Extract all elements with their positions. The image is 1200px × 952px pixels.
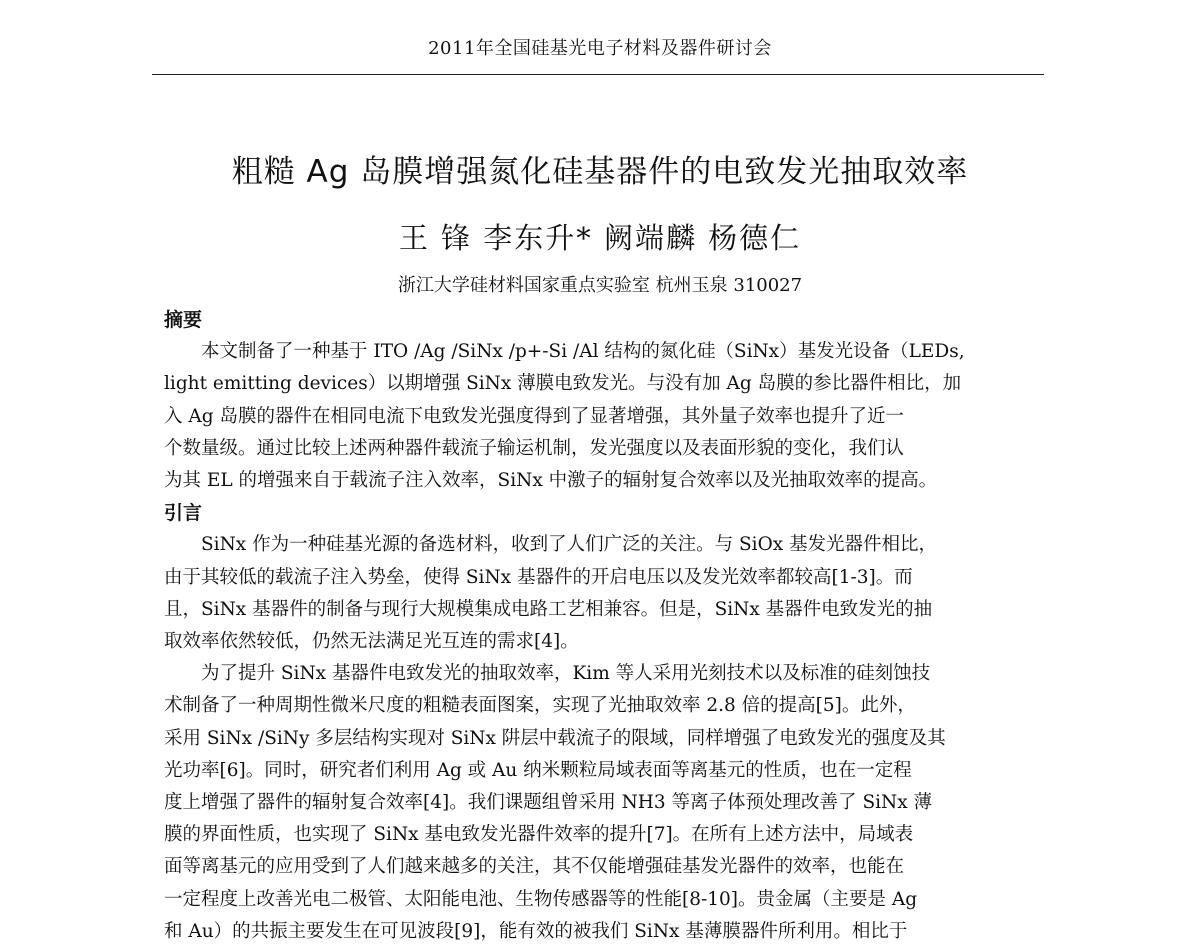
text-line: 光功率[6]。同时，研究者们利用 Ag 或 Au 纳米颗粒局域表面等离基元的性质，也在一定程 <box>164 759 912 781</box>
text-line: 膜的界面性质，也实现了 SiNx 基电致发光器件效率的提升[7]。在所有上述方法中，局域表 <box>164 824 914 846</box>
text-line: 由于其较低的载流子注入势垒，使得 SiNx 基器件的开启电压以及发光效率都较高[1-3]。而 <box>164 566 913 588</box>
text-line: 取效率依然较低，仍然无法满足光互连的需求[4]。 <box>164 631 579 653</box>
abstract-paragraph <box>164 336 1029 497</box>
text-line: SiNx 作为一种硅基光源的备选材料，收到了人们广泛的关注。与 SiOx 基发光器件相比， <box>201 534 938 556</box>
intro-paragraph-2 <box>164 658 1029 948</box>
text-line: 术制备了一种周期性微米尺度的粗糙表面图案，实现了光抽取效率 2.8 倍的提高[5]。此外， <box>164 695 916 717</box>
text-line: 面等离基元的应用受到了人们越来越多的关注，其不仅能增强硅基发光器件的效率，也能在 <box>164 856 905 878</box>
paper-title: 粗糙 Ag 岛膜增强氮化硅基器件的电致发光抽取效率 <box>231 154 969 190</box>
text-line: 且，SiNx 基器件的制备与现行大规模集成电路工艺相兼容。但是，SiNx 基器件电致发光的抽 <box>164 598 933 620</box>
intro-heading: 引言 <box>164 502 203 525</box>
text-line: 和 Au）的共振主要发生在可见波段[9]，能有效的被我们 SiNx 基薄膜器件所利用。相比于 <box>164 920 908 942</box>
header-rule <box>152 74 1044 75</box>
conference-header: 2011年全国硅基光电子材料及器件研讨会 <box>428 38 772 59</box>
intro-paragraph-1 <box>164 529 1029 658</box>
text-line: 采用 SiNx /SiNy 多层结构实现对 SiNx 阱层中载流子的限域，同样增强了电致发光的强度及其 <box>164 727 946 749</box>
text-line: 度上增强了器件的辐射复合效率[4]。我们课题组曾采用 NH3 等离子体预处理改善了 SiNx 薄 <box>164 792 933 814</box>
text-line: 个数量级。通过比较上述两种器件载流子输运机制，发光强度以及表面形貌的变化，我们认 <box>164 437 905 459</box>
text-line: light emitting devices）以期增强 SiNx 薄膜电致发光。与没有加 Ag 岛膜的参比器件相比，加 <box>164 373 962 395</box>
text-line: 入 Ag 岛膜的器件在相同电流下电致发光强度得到了显著增强，其外量子效率也提升了近一 <box>164 405 904 427</box>
paper-body <box>164 304 1029 948</box>
text-line: 本文制备了一种基于 ITO /Ag /SiNx /p+-Si /Al 结构的氮化硅（SiNx）基发光设备（LEDs, <box>201 341 965 363</box>
affiliation: 浙江大学硅材料国家重点实验室 杭州玉泉 310027 <box>397 275 803 296</box>
text-line: 为了提升 SiNx 基器件电致发光的抽取效率，Kim 等人采用光刻技术以及标准的硅刻蚀技 <box>201 663 931 685</box>
text-line: 一定程度上改善光电二极管、太阳能电池、生物传感器等的性能[8-10]。贵金属（主要是 Ag <box>164 888 918 910</box>
text-line: 为其 EL 的增强来自于载流子注入效率，SiNx 中激子的辐射复合效率以及光抽取效率的提高。 <box>164 470 938 492</box>
author-list: 王 锋 李东升* 阙端麟 杨德仁 <box>398 221 802 255</box>
abstract-heading: 摘要 <box>164 309 203 331</box>
